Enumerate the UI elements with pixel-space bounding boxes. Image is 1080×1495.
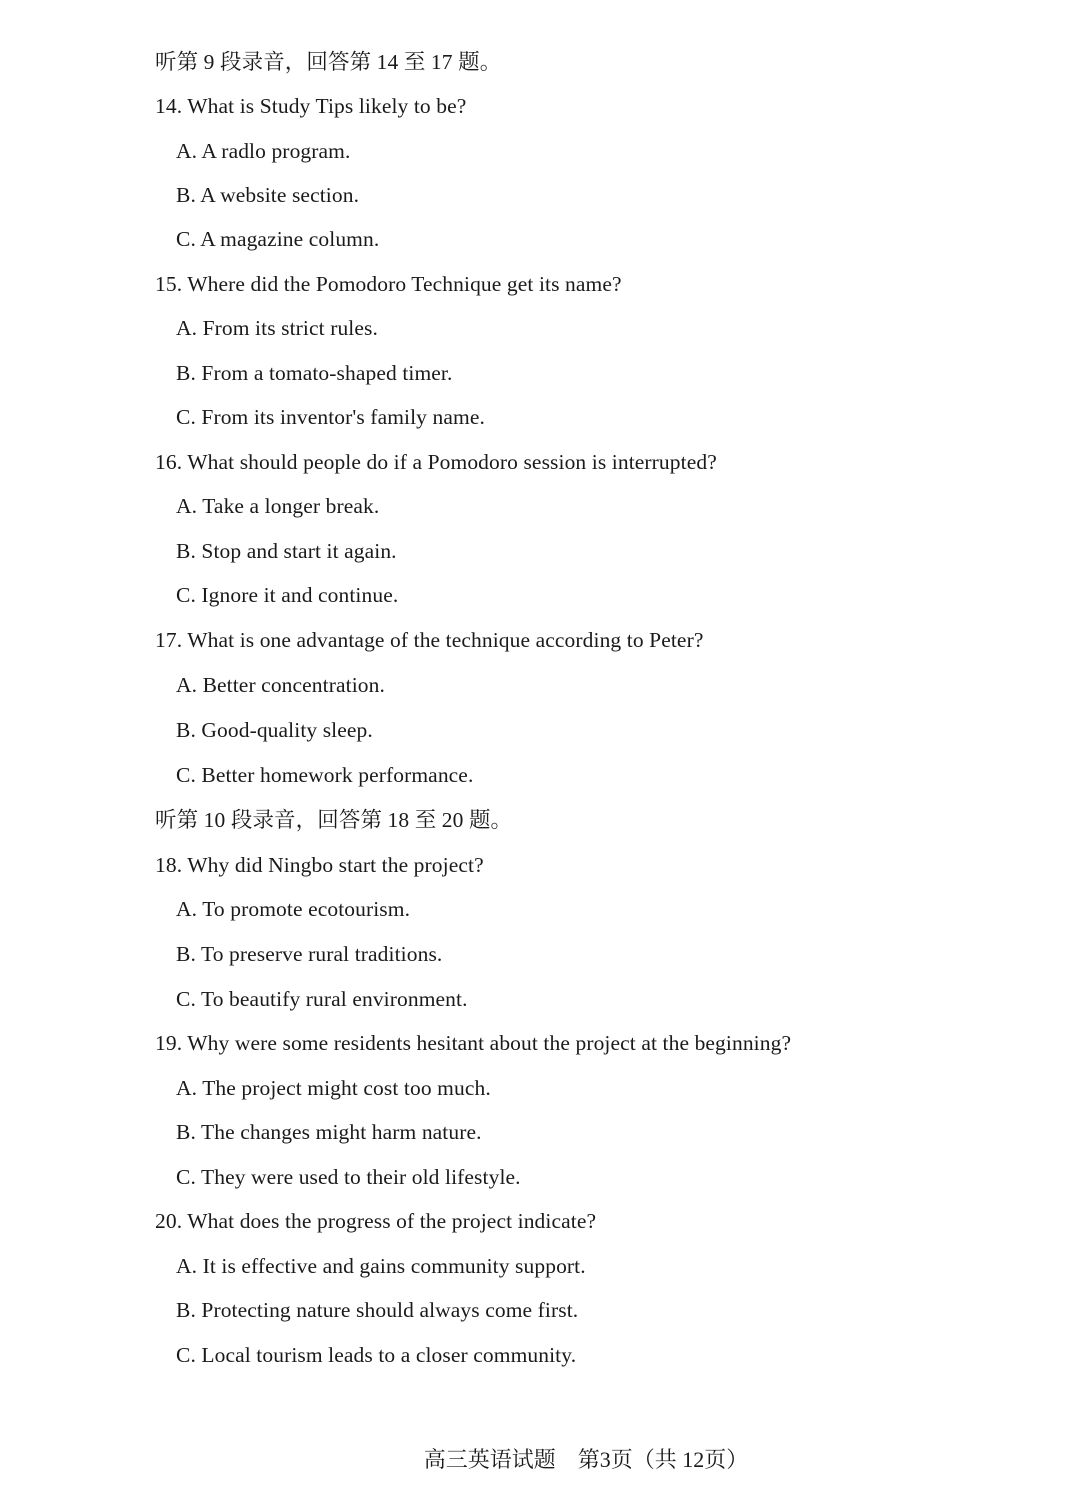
option-b: B. Stop and start it again. <box>176 539 397 563</box>
option-c: C. A magazine column. <box>176 227 380 251</box>
question-stem: 18. Why did Ningbo start the project? <box>155 853 484 877</box>
question-stem: 17. What is one advantage of the technique according to Peter? <box>155 628 704 652</box>
option-c: C. They were used to their old lifestyle. <box>176 1165 521 1189</box>
option-c: C. Ignore it and continue. <box>176 583 399 607</box>
option-a: A. Take a longer break. <box>176 494 380 518</box>
question-stem: 14. What is Study Tips likely to be? <box>155 94 467 118</box>
option-c: C. To beautify rural environment. <box>176 987 468 1011</box>
option-b: B. From a tomato-shaped timer. <box>176 361 453 385</box>
question-stem: 20. What does the progress of the project indicate? <box>155 1209 597 1233</box>
section-instruction: 听第 9 段录音，回答第 14 至 17 题。 <box>155 50 502 74</box>
option-b: B. To preserve rural traditions. <box>176 942 443 966</box>
option-a: A. The project might cost too much. <box>176 1076 491 1100</box>
option-a: A. Better concentration. <box>176 673 385 697</box>
option-c: C. Local tourism leads to a closer community. <box>176 1343 577 1367</box>
option-c: C. Better homework performance. <box>176 763 474 787</box>
option-a: A. To promote ecotourism. <box>176 897 411 921</box>
option-a: A. A radlo program. <box>176 139 351 163</box>
question-stem: 16. What should people do if a Pomodoro session is interrupted? <box>155 450 717 474</box>
section-instruction: 听第 10 段录音，回答第 18 至 20 题。 <box>155 808 513 832</box>
page-footer: 高三英语试题 第3页（共 12页） <box>423 1447 749 1472</box>
question-stem: 19. Why were some residents hesitant about the project at the beginning? <box>155 1031 792 1055</box>
option-b: B. The changes might harm nature. <box>176 1120 482 1144</box>
option-b: B. A website section. <box>176 183 360 207</box>
question-stem: 15. Where did the Pomodoro Technique get its name? <box>155 272 622 296</box>
option-a: A. It is effective and gains community support. <box>176 1254 586 1278</box>
option-c: C. From its inventor's family name. <box>176 405 485 429</box>
option-b: B. Good-quality sleep. <box>176 718 373 742</box>
option-a: A. From its strict rules. <box>176 316 378 340</box>
option-b: B. Protecting nature should always come first. <box>176 1298 579 1322</box>
